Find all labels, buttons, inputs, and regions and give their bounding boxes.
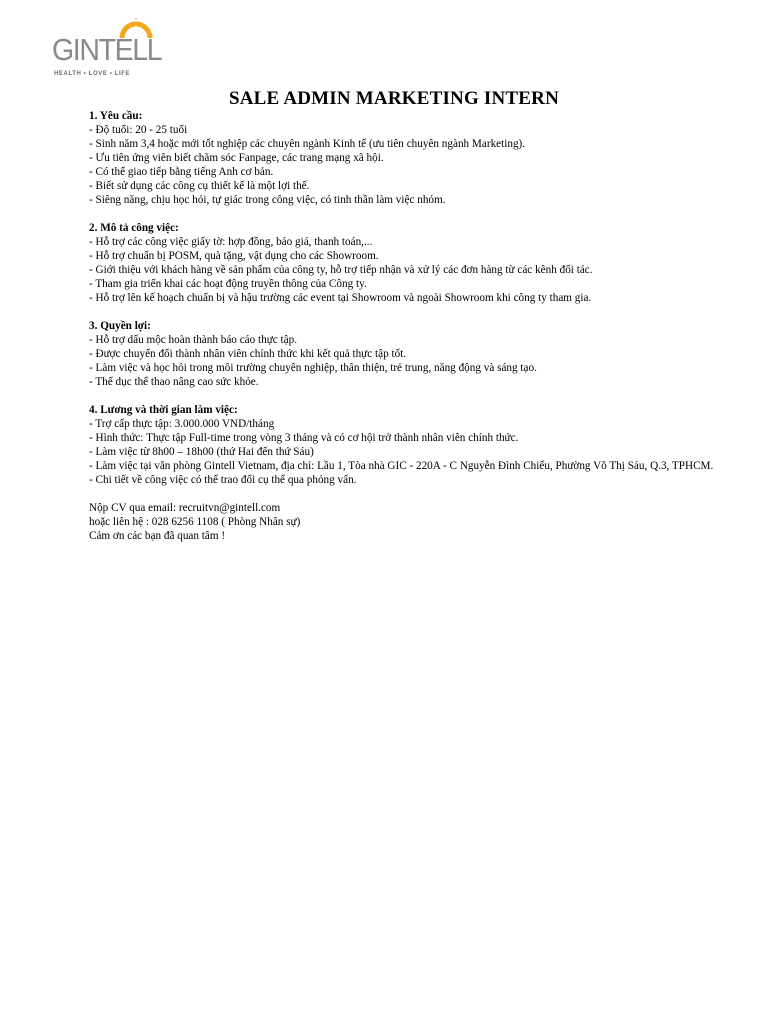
list-item: - Làm việc và học hỏi trong môi trường chuyên nghiệp, thân thiện, trẻ trung, năng động và sáng tạo. [89, 362, 537, 374]
list-item: - Tham gia triển khai các hoạt động truyền thông của Công ty. [89, 278, 367, 290]
section-job-description [89, 221, 714, 305]
list-item: - Ưu tiên ứng viên biết chăm sóc Fanpage, các trang mạng xã hội. [89, 152, 384, 164]
list-item: - Có thể giao tiếp bằng tiếng Anh cơ bản. [89, 166, 274, 178]
section-requirements [89, 109, 714, 207]
contact-email: Nộp CV qua email: recruitvn@gintell.com [89, 502, 281, 514]
section-heading: 2. Mô tả công việc: [89, 222, 179, 234]
document-title: SALE ADMIN MARKETING INTERN [228, 88, 560, 109]
logo-tagline: HEALTH • LOVE • LIFE [54, 71, 131, 77]
gintell-logo [52, 18, 164, 80]
list-item: - Hỗ trợ dấu mộc hoàn thành báo cáo thực tập. [89, 334, 298, 346]
list-item: - Hỗ trợ chuẩn bị POSM, quà tặng, vật dụng cho các Showroom. [89, 250, 379, 262]
list-item: - Trợ cấp thực tập: 3.000.000 VND/tháng [89, 418, 275, 430]
list-item: - Biết sử dụng các công cụ thiết kế là một lợi thế. [89, 180, 310, 192]
section-heading: 3. Quyền lợi: [89, 320, 151, 332]
contact-phone: hoặc liên hệ : 028 6256 1108 ( Phòng Nhân sự) [89, 516, 301, 528]
list-item: - Siêng năng, chịu học hỏi, tự giác trong công việc, có tinh thần làm việc nhóm. [89, 194, 446, 206]
list-item: - Hình thức: Thực tập Full-time trong vòng 3 tháng và có cơ hội trở thành nhân viên chính thức. [89, 432, 519, 444]
section-salary-hours [89, 403, 714, 487]
list-item: - Được chuyển đổi thành nhân viên chính thức khi kết quả thực tập tốt. [89, 348, 407, 360]
contact-block [89, 501, 714, 543]
closing-thanks: Cảm ơn các bạn đã quan tâm ! [89, 530, 226, 542]
logo-wordmark: GINTELL [52, 32, 162, 67]
list-item: - Thể dục thể thao nâng cao sức khỏe. [89, 376, 259, 388]
list-item: - Độ tuổi: 20 - 25 tuổi [89, 124, 188, 136]
document-body [89, 109, 714, 543]
section-heading: 1. Yêu cầu: [89, 110, 143, 122]
list-item: - Làm việc từ 8h00 – 18h00 (thứ Hai đến thứ Sáu) [89, 446, 314, 458]
list-item: - Hỗ trợ các công việc giấy tờ: hợp đồng, báo giá, thanh toán,... [89, 236, 373, 248]
section-heading: 4. Lương và thời gian làm việc: [89, 404, 238, 416]
list-item: - Hỗ trợ lên kế hoạch chuẩn bị và hậu trường các event tại Showroom và ngoài Showroom khi công ty tham gia. [89, 292, 592, 304]
list-item: - Làm việc tại văn phòng Gintell Vietnam, địa chỉ: Lầu 1, Tòa nhà GIC - 220A - C Nguyễn Đình Chiểu, Phường Võ Thị Sáu, Q.3, TPHCM. [89, 460, 714, 472]
list-item: - Sinh năm 3,4 hoặc mới tốt nghiệp các chuyên ngành Kinh tế (ưu tiên chuyên ngành Marketing). [89, 138, 526, 150]
list-item: - Chi tiết về công việc có thể trao đổi cụ thể qua phỏng vấn. [89, 474, 357, 486]
list-item: - Giới thiệu với khách hàng về sản phẩm của công ty, hỗ trợ tiếp nhận và xử lý các đơn hàng từ các kênh đối tác. [89, 264, 593, 276]
section-benefits [89, 319, 714, 389]
